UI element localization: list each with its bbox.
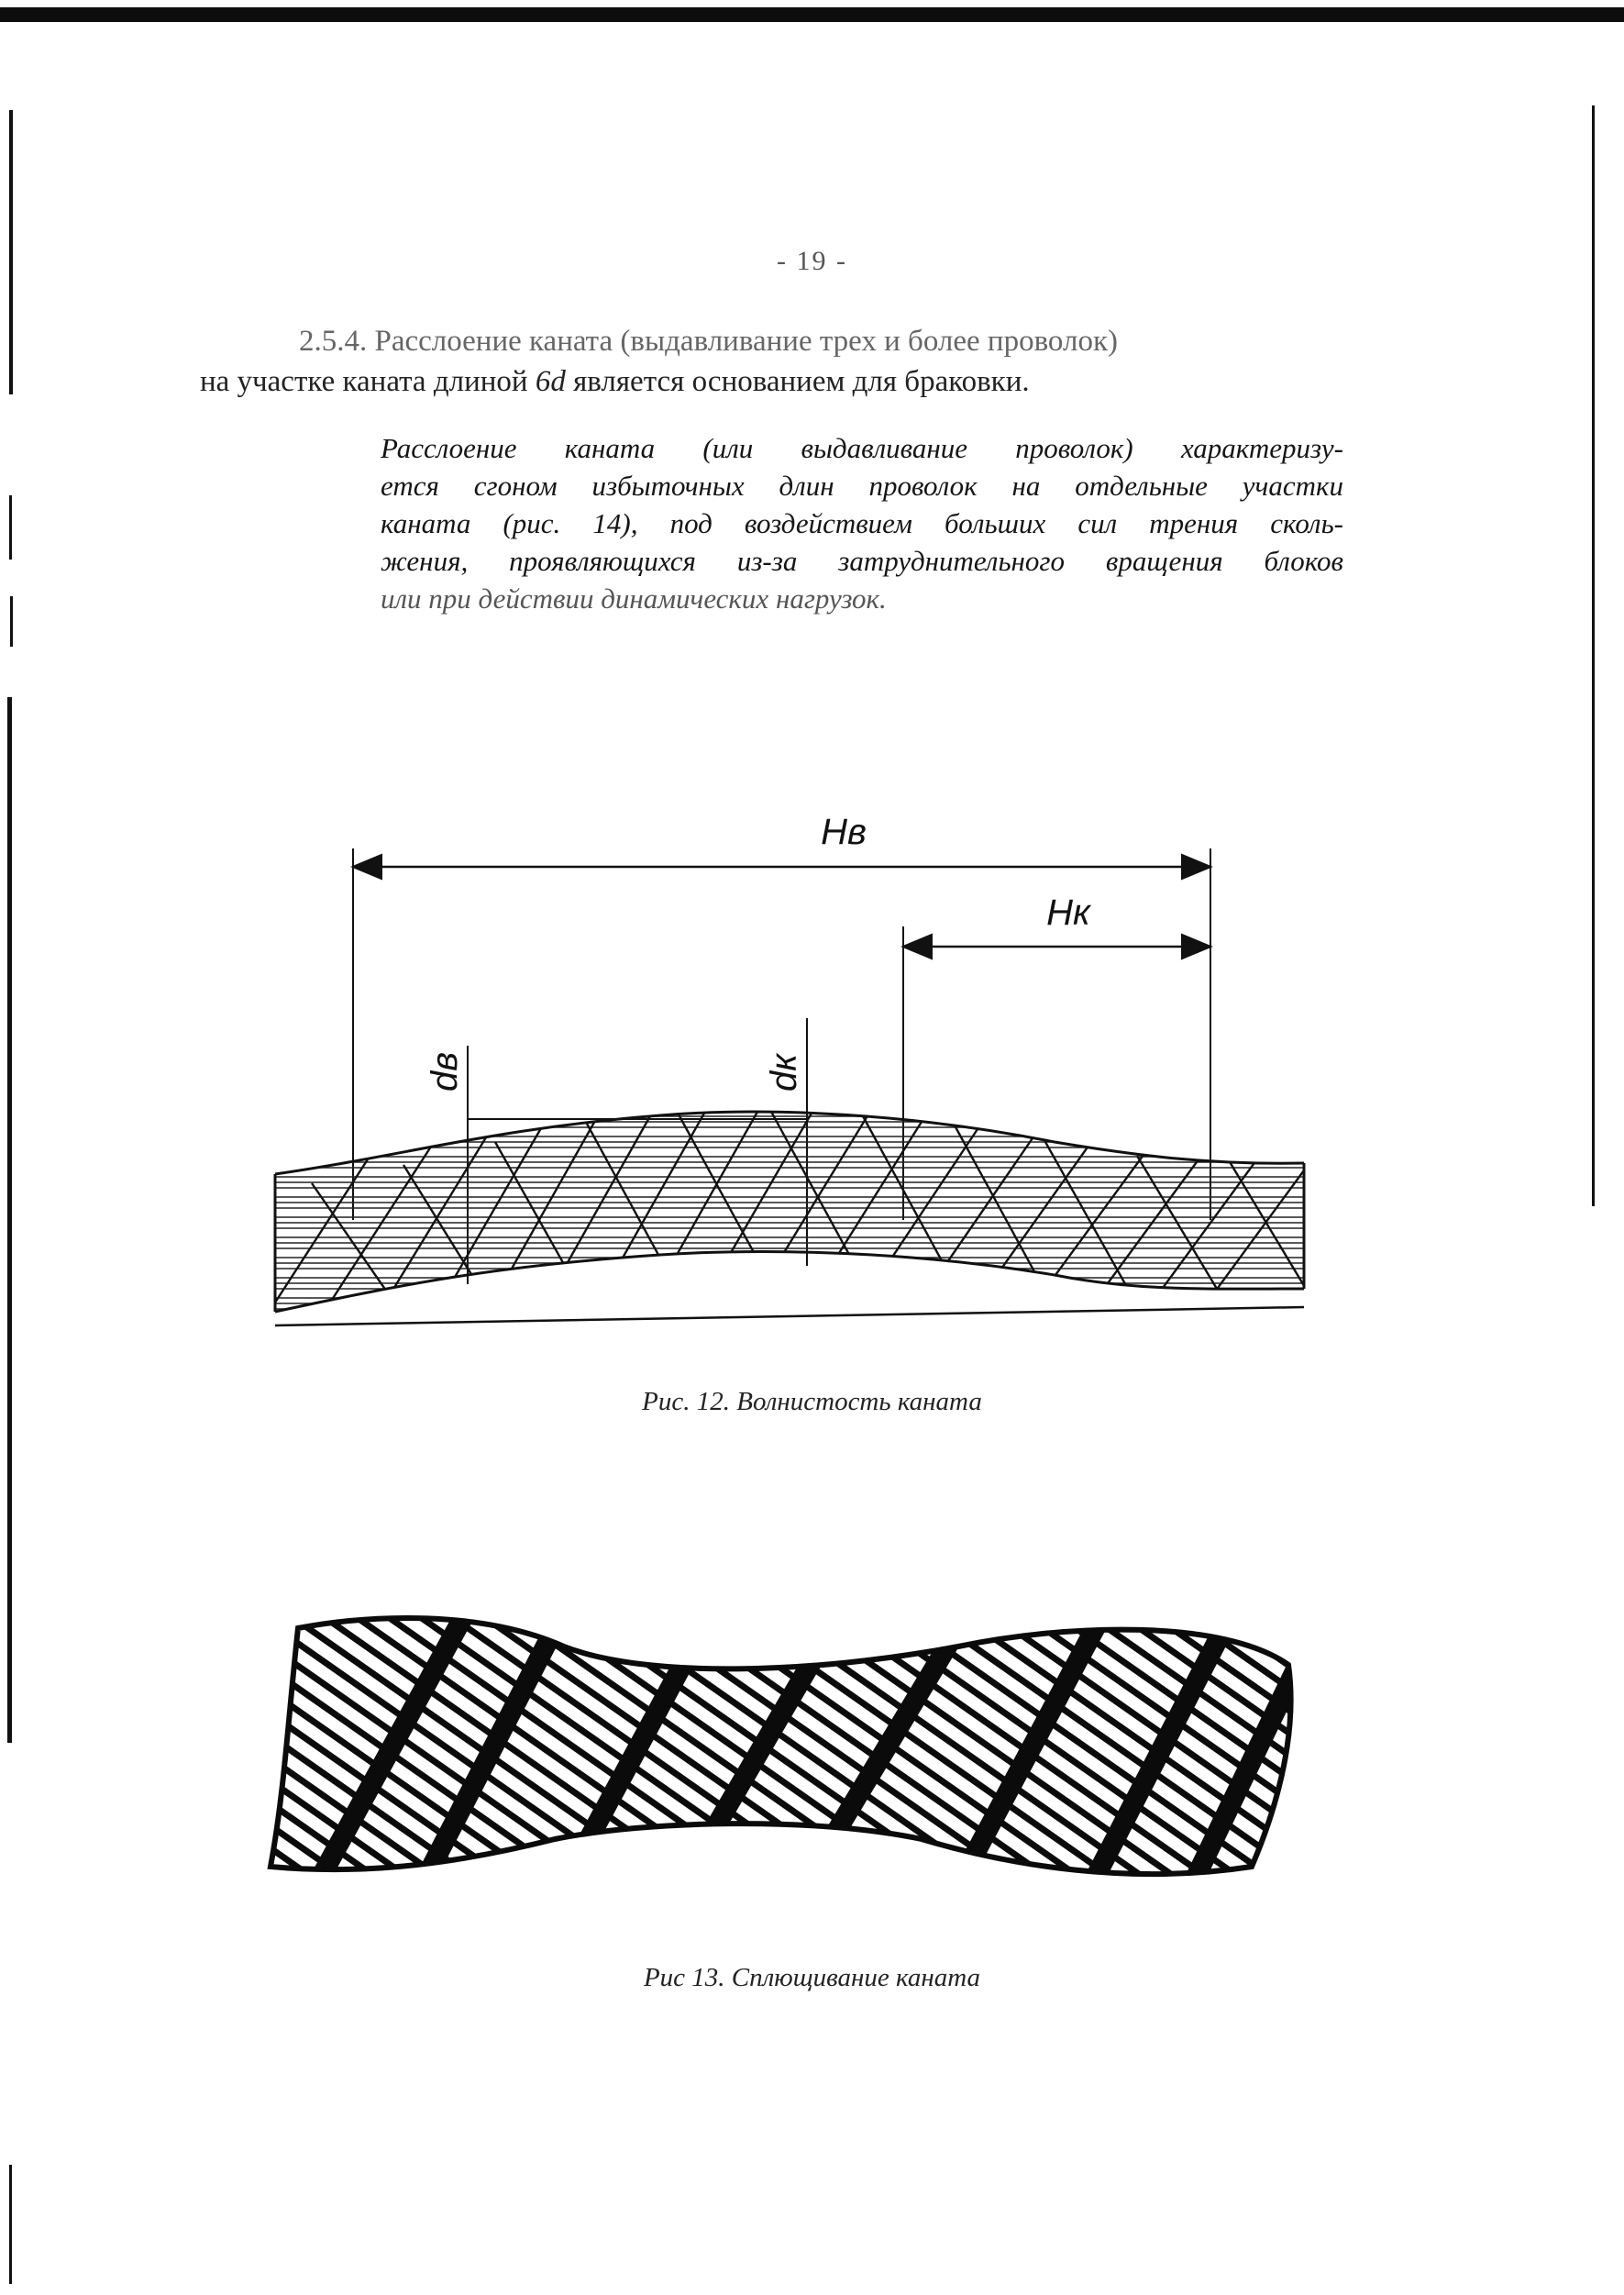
figure-13-drawing [261, 1591, 1311, 1903]
flattened-rope [261, 1591, 1311, 1903]
hk-label: Hк [1046, 892, 1090, 933]
db-label: dв [425, 1051, 465, 1092]
figure-13-caption: Рис 13. Сплющивание каната [643, 1963, 981, 1992]
left-scan-edge [7, 697, 12, 1743]
page-number: - 19 - [777, 246, 847, 276]
length-value: 6d [535, 365, 566, 398]
explanation-paragraph [381, 429, 1343, 617]
section-paragraph [200, 321, 1374, 402]
left-scan-edge [10, 596, 13, 647]
wavy-rope [257, 1092, 1339, 1330]
left-scan-edge [9, 495, 12, 560]
baseline [275, 1307, 1304, 1325]
figure-12-drawing [257, 789, 1339, 1358]
section-line-1: 2.5.4. Расслоение каната (выдавливание трех и более проволок) [299, 325, 1118, 358]
section-line-2: на участке каната длиной 6d является основанием для браковки. [200, 365, 1030, 398]
top-scan-border [0, 7, 1624, 22]
hb-label: Hв [821, 812, 867, 852]
left-scan-edge [9, 2165, 12, 2284]
figure-12-caption: Рис. 12. Волнистость каната [642, 1387, 982, 1416]
explanation-line: жения, проявляющихся из-за затруднительного вращения блоков [381, 545, 1343, 577]
explanation-line: Расслоение каната (или выдавливание проволок) характеризу- [381, 432, 1343, 464]
dk-label: dк [764, 1053, 804, 1092]
explanation-line: каната (рис. 14), под воздействием больших сил трения сколь- [381, 507, 1343, 539]
explanation-line: ется сгоном избыточных длин проволок на отдельные участки [381, 470, 1343, 502]
explanation-line: или при действии динамических нагрузок. [381, 582, 887, 615]
